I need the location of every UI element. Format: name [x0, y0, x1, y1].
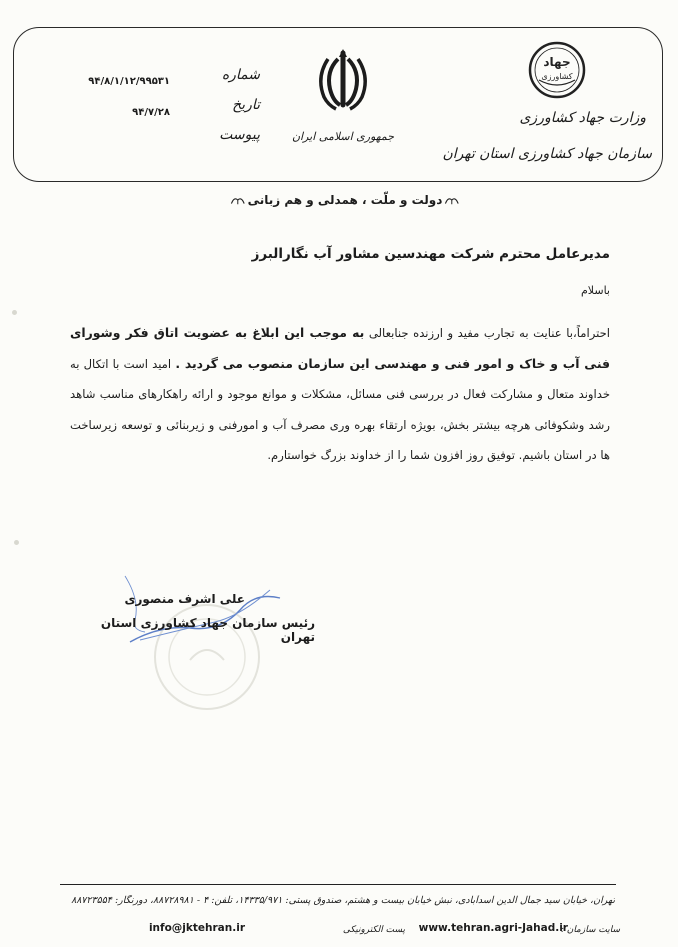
punch-mark	[12, 310, 17, 315]
leaf-ornament-icon	[230, 193, 246, 207]
signer-name: علی اشرف منصوری	[124, 592, 245, 606]
footer-divider	[60, 884, 616, 885]
attachment-label: پیوست	[219, 127, 260, 143]
website-link[interactable]: www.tehran.agri-Jahad.ir	[418, 922, 568, 934]
letter-body	[70, 246, 610, 471]
footer-address: تهران، خیابان سید جمال الدین اسدآبادی، نبش خیابان بیست و هشتم، صندوق پستی: ۱۴۳۳۵/۹۷۱، تلفن: ۴ - ۸۸۷۲۸۹۸۱، دورنگار: ۸۸۷۲۳۵۵۴	[71, 895, 615, 906]
punch-mark	[14, 540, 19, 545]
organization-name: سازمان جهاد کشاورزی استان تهران	[442, 146, 652, 162]
logo-text-bottom: کشاورزی	[541, 72, 573, 81]
leaf-ornament-icon	[444, 193, 460, 207]
email-link[interactable]: info@jktehran.ir	[148, 922, 245, 934]
signer-title: رئیس سازمان جهاد کشاورزی استان تهران	[100, 616, 315, 644]
website-label: سایت سازمان :	[560, 925, 620, 935]
number-label: شماره	[221, 67, 260, 83]
letter-meta-values	[60, 66, 170, 128]
republic-name: جمهوری اسلامی ایران	[291, 130, 394, 143]
ministry-name: وزارت جهاد کشاورزی	[519, 110, 646, 126]
letter-meta-labels	[200, 60, 260, 150]
body-text-closing: امید است با اتکال به خداوند متعال و مشارکت فعال در بررسی فنی مسائل، مشکلات و موانع موجود و ارائه راهکارهای مناسب شاهد رشد وشکوفائی هرچه بیشتر بخش، بویژه ارتقاء بهره وری مصرف آب و امورفنی و زیربنائی و توسعه زیرساخت ها در استان باشیم. توفیق روز افزون شما را از خداوند بزرگ خواستارم.	[70, 356, 610, 462]
body-text-intro: احتراماً،با عنایت به تجارب مفید و ارزنده جنابعالی	[364, 326, 610, 340]
date-label: تاریخ	[232, 97, 260, 113]
recipient: مدیرعامل محترم شرکت مهندسین مشاور آب نگارالبرز	[251, 246, 610, 262]
signature-block	[70, 592, 315, 644]
email-label: پست الکترونیکی	[342, 925, 405, 935]
greeting: باسلام	[580, 284, 610, 297]
body-paragraph	[70, 318, 610, 471]
body-text-appointment: به موجب این ابلاغ به عضویت اتاق فکر وشورای فنی آب و خاک و امور فنی و مهندسی این سازمان منصوب می گردید .	[70, 325, 610, 371]
motto	[230, 188, 460, 212]
state-emblem-icon	[318, 45, 368, 115]
letter-date: ۹۴/۷/۲۸	[132, 107, 170, 118]
letter-number: ۹۴/۸/۱/۱۲/۹۹۵۳۱	[88, 76, 170, 87]
footer-contacts	[130, 922, 620, 942]
motto-text: دولت و ملّت ، همدلی و هم زبانی	[247, 193, 443, 207]
ministry-logo-icon	[527, 40, 587, 100]
logo-text-top: جهاد	[543, 55, 571, 69]
